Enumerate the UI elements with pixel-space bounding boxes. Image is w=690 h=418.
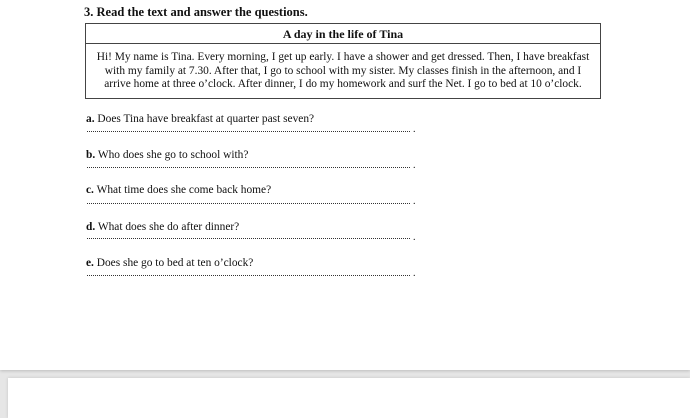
question-text: Does Tina have breakfast at quarter past seven? xyxy=(97,113,315,125)
next-page-edge xyxy=(8,378,690,418)
exercise-heading: 3. Read the text and answer the questions. xyxy=(84,5,308,19)
passage-line-1: Hi! My name is Tina. Every morning, I get up early. I have a shower and get dressed. Then, I have breakfast xyxy=(96,51,590,63)
question-letter: a. xyxy=(86,113,95,125)
question-text: What time does she come back home? xyxy=(96,184,272,196)
question-text: Who does she go to school with? xyxy=(97,149,249,161)
line-end-mark: . xyxy=(413,124,416,135)
question-d xyxy=(86,221,239,233)
line-end-mark: . xyxy=(413,196,416,207)
question-e xyxy=(86,257,253,269)
answer-line-a[interactable] xyxy=(87,131,410,132)
answer-line-b[interactable] xyxy=(87,167,410,168)
line-end-mark: . xyxy=(413,232,416,243)
question-c xyxy=(86,184,271,196)
line-end-mark: . xyxy=(413,160,416,171)
reading-title: A day in the life of Tina xyxy=(282,27,404,41)
line-end-mark: . xyxy=(413,268,416,279)
question-text: What does she do after dinner? xyxy=(97,221,240,233)
question-b xyxy=(86,149,248,161)
question-a xyxy=(86,113,314,125)
passage-line-3: arrive home at three o’clock. After dinner, I do my homework and surf the Net. I go to bed at 10 o’clock. xyxy=(104,78,582,90)
reading-passage xyxy=(92,51,594,92)
answer-line-c[interactable] xyxy=(87,203,410,204)
reading-text-box xyxy=(85,23,601,99)
answer-line-e[interactable] xyxy=(87,275,410,276)
title-divider xyxy=(86,43,600,44)
question-text: Does she go to bed at ten o’clock? xyxy=(96,257,254,269)
question-letter: d. xyxy=(86,221,96,233)
question-letter: b. xyxy=(86,149,96,161)
answer-line-d[interactable] xyxy=(87,238,410,239)
question-letter: e. xyxy=(86,257,94,269)
question-letter: c. xyxy=(86,184,94,196)
passage-line-2: with my family at 7.30. After that, I go to school with my sister. My classes finish in the afternoon, and I xyxy=(104,64,582,77)
